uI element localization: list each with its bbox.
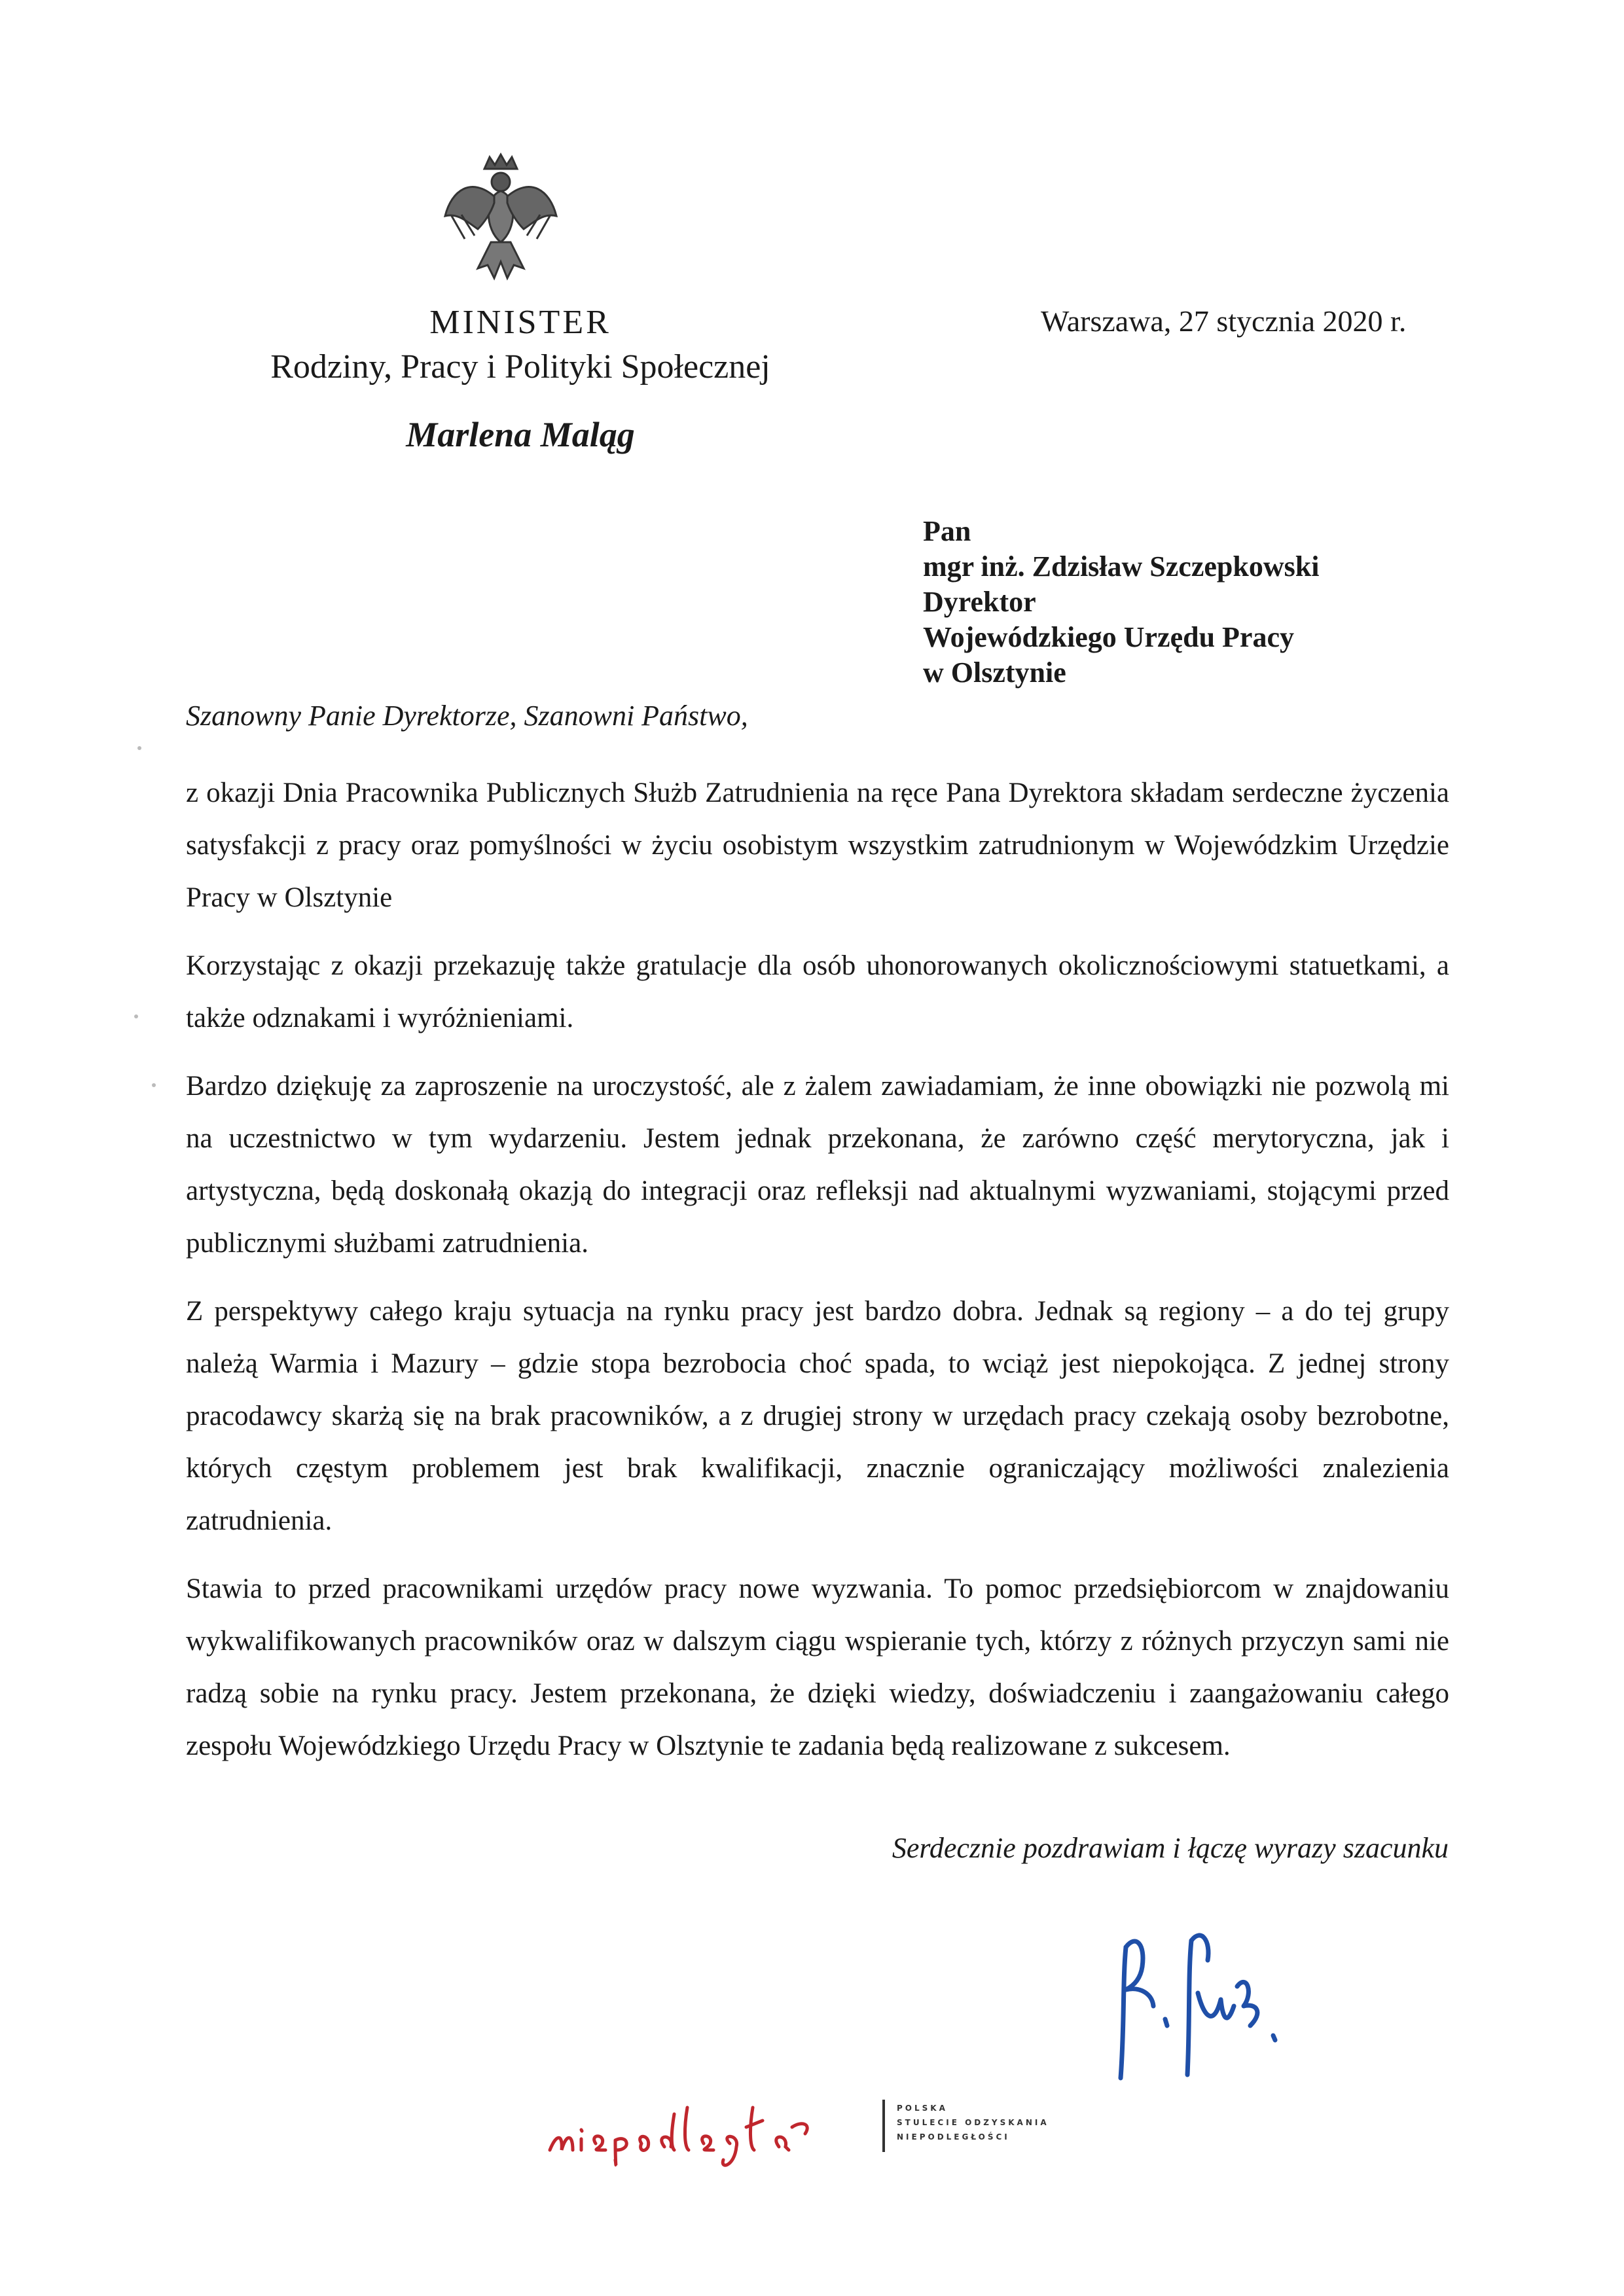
- scan-mark: [137, 746, 141, 750]
- recipient-line: Wojewódzkiego Urzędu Pracy: [923, 621, 1294, 653]
- body-paragraph: Korzystając z okazji przekazuję także gratulacje dla osób uhonorowanych okolicznościowymi statuetkami, a także odznakami i wyróżnieniami.: [186, 950, 1449, 1033]
- minister-name: Marlena Maląg: [406, 415, 635, 454]
- letter-body: [186, 767, 1449, 1788]
- logo-divider: [882, 2100, 885, 2152]
- recipient-address: [923, 514, 1319, 691]
- body-paragraph: Stawia to przed pracownikami urzędów pracy nowe wyzwania. To pomoc przedsiębiorcom w znajdowaniu wykwalifikowanych pracowników oraz w dalszym ciągu wspieranie tych, którzy z różnych przyczyn sami nie radzą sobie na rynku pracy. Jestem przekonana, że dzięki wiedzy, doświadczeniu i zaangażowaniu całego zespołu Wojewódzkiego Urzędu Pracy w Olsztynie te zadania będą realizowane z sukcesem.: [186, 1573, 1449, 1761]
- recipient-line: mgr inż. Zdzisław Szczepkowski: [923, 550, 1320, 583]
- ministry-name: Rodziny, Pracy i Polityki Społecznej: [270, 348, 770, 386]
- body-paragraph: z okazji Dnia Pracownika Publicznych Służb Zatrudnienia na ręce Pana Dyrektora składam serdeczne życzenia satysfakcji z pracy oraz pomyślności w życiu osobistym wszystkim zatrudnionym w Wojewódzkim Urzędzie Pracy w Olsztynie: [186, 778, 1449, 913]
- body-paragraph: Bardzo dziękuję za zaproszenie na uroczystość, ale z żalem zawiadamiam, że inne obowiązki nie pozwolą mi na uczestnictwo w tym wydarzeniu. Jestem jednak przekonana, że zarówno część merytoryczna, jak i artystyczna, będą doskonałą okazją do integracji oraz refleksji nad aktualnymi wyzwaniami, stojącymi przed publicznymi służbami zatrudnienia.: [186, 1071, 1449, 1259]
- handwritten-signature: [1106, 1921, 1296, 2091]
- logo-caption: [897, 2101, 1049, 2144]
- recipient-line: w Olsztynie: [923, 656, 1066, 689]
- closing-line: Serdecznie pozdrawiam i łączę wyrazy szacunku: [892, 1832, 1449, 1864]
- recipient-line: Pan: [923, 515, 971, 547]
- logo-caption-line: NIEPODLEGŁOŚCI: [897, 2132, 1010, 2142]
- salutation: Szanowny Panie Dyrektorze, Szanowni Państwo,: [186, 700, 748, 732]
- polish-eagle-emblem-icon: [439, 151, 563, 288]
- recipient-line: Dyrektor: [923, 586, 1036, 618]
- minister-title: MINISTER: [429, 304, 611, 341]
- letter-date: Warszawa, 27 stycznia 2020 r.: [1041, 304, 1407, 338]
- scan-mark: [152, 1083, 156, 1087]
- scan-mark: [134, 1014, 138, 1018]
- niepodlegla-logo: [543, 2088, 1067, 2173]
- body-paragraph: Z perspektywy całego kraju sytuacja na rynku pracy jest bardzo dobra. Jednak są regiony – a do tej grupy należą Warmia i Mazury – gdzie stopa bezrobocia choć spada, to wciąż jest niepokojąca. Z jednej strony pracodawcy skarżą się na brak pracowników, a z drugiej strony w urzędach pracy czekają osoby bezrobotne, których częstym problemem jest brak kwalifikacji, znacznie ograniczający możliwości znalezienia zatrudnienia.: [186, 1296, 1449, 1536]
- logo-caption-line: POLSKA: [897, 2104, 948, 2113]
- logo-caption-line: STULECIE ODZYSKANIA: [897, 2118, 1049, 2127]
- niepodlegla-wordmark: [543, 2088, 871, 2173]
